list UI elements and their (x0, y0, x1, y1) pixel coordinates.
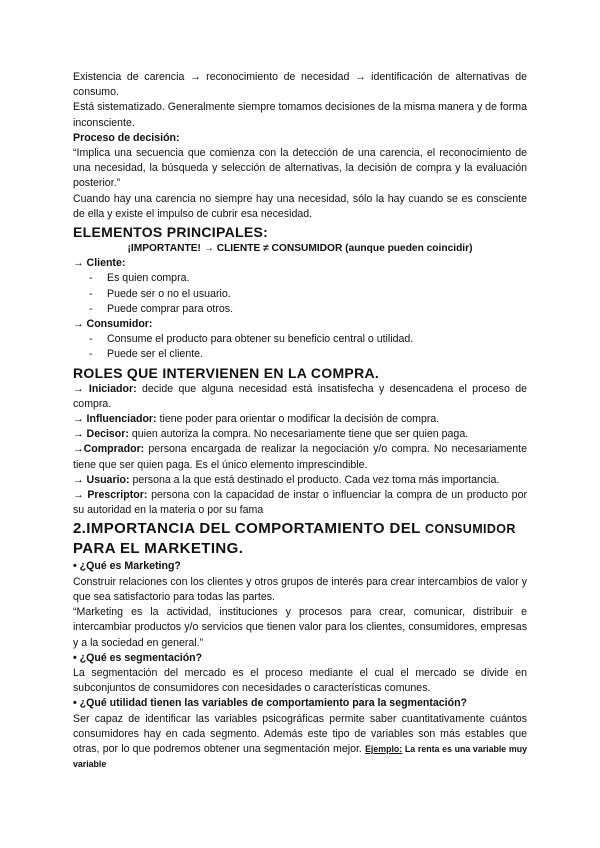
paragraph-necesidad: Cuando hay una carencia no siempre hay una necesidad, sólo la hay cuando se es consciente de ella y existe el impulso de cubrir esa necesidad. (73, 192, 527, 220)
answer-marketing: Construir relaciones con los clientes y otros grupos de interés para crear intercambios de valor y que sea satisfactorio para todas las partes. (73, 575, 527, 603)
role-label: → Usuario: (73, 473, 130, 486)
list-item: - Es quien compra. (73, 271, 527, 286)
consumidor-title: → Consumidor: (73, 318, 153, 331)
role-prescriptor (73, 488, 527, 518)
role-text: persona encargada de realizar la negociación y/o compra. No necesariamente tiene que ser quien paga. Es el único elemento imprescindible. (73, 443, 527, 471)
role-text: persona con la capacidad de instar o influenciar la compra de un producto por su autoridad en la materia o por su fama (73, 489, 527, 517)
role-label: → Decisor: (73, 428, 129, 441)
example-text: La renta es una variable muy variable (73, 743, 527, 770)
list-item: - Puede ser o no el usuario. (73, 287, 527, 302)
decision-quote: “Implica una secuencia que comienza con la detección de una carencia, el reconocimiento de una necesidad, la búsqueda y selección de alternativas, la decisión de compra y la evaluación posterior.” (73, 147, 527, 190)
roles-heading: ROLES QUE INTERVIENEN EN LA COMPRA. (73, 364, 380, 381)
role-label: → Prescriptor: (73, 489, 148, 502)
cliente-title: → Cliente: (73, 257, 126, 270)
section2-heading-end: PARA EL MARKETING. (73, 540, 244, 558)
role-decisor (73, 427, 527, 442)
example-label: Ejemplo: (365, 743, 403, 754)
paragraph-carencia: Existencia de carencia → reconocimiento de necesidad → identificación de alternativas de consumo. (73, 71, 527, 99)
answer-segmentacion: La segmentación del mercado es el proceso mediante el cual el mercado se divide en subconjuntos de consumidores con necesidades o características comunes. (73, 666, 527, 695)
role-text: quien autoriza la compra. No necesariamente tiene que ser quien paga. (128, 428, 469, 441)
role-text: tiene poder para orientar o modificar la decisión de compra. (156, 413, 440, 426)
cliente-list (73, 271, 527, 317)
paragraph-sistematizado: Está sistematizado. Generalmente siempre tomamos decisiones de la misma manera y de forma inconsciente. (73, 101, 527, 129)
elements-heading: ELEMENTOS PRINCIPALES: (73, 224, 269, 241)
list-item: - Consume el producto para obtener su beneficio central o utilidad. (73, 332, 527, 347)
list-item: - Puede ser el cliente. (73, 347, 527, 362)
important-note: ¡IMPORTANTE! → CLIENTE ≠ CONSUMIDOR (aunque pueden coincidir) (127, 243, 473, 255)
role-influenciador (73, 412, 527, 427)
section2-heading-consumidor: CONSUMIDOR (425, 522, 516, 537)
role-comprador (73, 442, 527, 472)
section2-heading (73, 519, 527, 559)
document-page (73, 70, 527, 772)
answer-variables-text: Ser capaz de identificar las variables psicográficas permite saber cuantitativamente cuántos consumidores hay en cada segmento. Además este tipo de variables son más estables que otras, por lo que podremos obtener una segmentación mejor. (73, 712, 527, 755)
question-variables: • ¿Qué utilidad tienen las variables de comportamiento para la segmentación? (73, 697, 468, 710)
role-text: persona a la que está destinado el producto. Cada vez toma más importancia. (129, 473, 500, 486)
consumidor-list (73, 332, 527, 362)
decision-title: Proceso de decisión: (73, 131, 180, 144)
role-iniciador (73, 382, 527, 412)
role-usuario (73, 473, 527, 488)
role-label: → Influenciador: (73, 413, 157, 426)
question-marketing: • ¿Qué es Marketing? (73, 560, 181, 573)
answer-variables (73, 712, 527, 773)
role-text: decide que alguna necesidad está insatisfecha y desencadena el proceso de compra. (73, 382, 528, 410)
role-label: →Comprador: (73, 443, 145, 456)
role-label: → Iniciador: (73, 382, 137, 395)
marketing-quote: “Marketing es la actividad, instituciones y procesos para crear, comunicar, distribuir e intercambiar productos y/o servicios que tienen valor para los clientes, consumidores, empresas y a la sociedad en general.” (73, 606, 527, 649)
list-item: - Puede comprar para otros. (73, 302, 527, 317)
question-segmentacion: • ¿Qué es segmentación? (73, 651, 203, 664)
section2-heading-main: 2.IMPORTANCIA DEL COMPORTAMIENTO DEL (73, 520, 426, 538)
